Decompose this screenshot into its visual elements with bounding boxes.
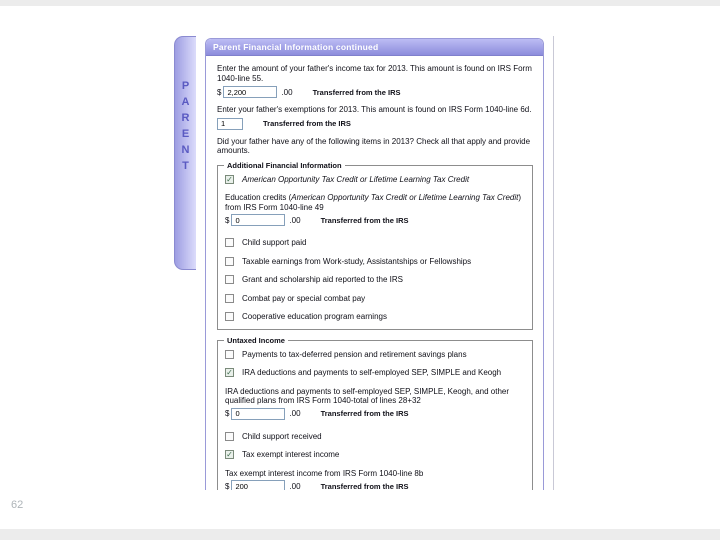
income-tax-row — [217, 86, 535, 98]
checkbox-row — [225, 312, 525, 322]
checkbox-row — [225, 238, 525, 248]
additional-financial-legend: Additional Financial Information — [224, 161, 345, 170]
exemptions-input[interactable] — [217, 118, 243, 130]
checkbox-row — [225, 350, 525, 360]
transferred-from-irs-label: Transferred from the IRS — [263, 119, 351, 128]
dollar-sign: $ — [225, 409, 230, 418]
exemptions-row — [217, 118, 535, 130]
ira-deductions-input[interactable] — [231, 408, 285, 420]
parent-tab-letter: A — [181, 96, 190, 108]
checkbox-ira-deductions[interactable]: ✓ — [226, 368, 233, 377]
parent-tab-letters — [175, 37, 196, 172]
dollar-sign: $ — [217, 87, 222, 97]
checkbox-row — [225, 450, 525, 460]
income-tax-prompt: Enter the amount of your father's income tax for 2013. This amount is found on IRS Form 1040-line 55. — [217, 64, 532, 83]
detail-text: Education credits ( — [225, 193, 292, 202]
education-credits-input[interactable] — [231, 214, 285, 226]
transferred-from-irs-label: Transferred from the IRS — [320, 215, 409, 225]
checkbox-ira-label[interactable]: IRA deductions and payments to self-employed SEP, SIMPLE and Keogh — [242, 368, 502, 377]
checkbox-label[interactable]: Child support received — [242, 431, 322, 441]
parent-tab-letter: P — [181, 80, 190, 92]
checkbox-child-support-paid[interactable] — [225, 238, 234, 247]
cents-label: .00 — [289, 481, 301, 490]
checkbox-row — [225, 257, 525, 267]
checkbox-row — [225, 294, 525, 304]
transferred-from-irs-label: Transferred from the IRS — [320, 481, 409, 490]
parent-tab-letter: T — [182, 160, 189, 172]
education-credits-row — [225, 214, 525, 226]
checkbox-combat-pay[interactable] — [225, 294, 234, 303]
tax-exempt-detail: Tax exempt interest income from IRS Form 1040-line 8b — [225, 468, 424, 478]
checkbox-label[interactable]: Taxable earnings from Work-study, Assistantships or Fellowships — [242, 256, 472, 266]
income-tax-input[interactable] — [223, 86, 277, 98]
exemptions-prompt: Enter your father's exemptions for 2013. This amount is found on IRS Form 1040-line 6d. — [217, 105, 532, 114]
education-credits-detail — [225, 193, 525, 212]
page-bottom-edge — [0, 529, 720, 540]
checkbox-aotc[interactable]: ✓ — [226, 174, 233, 184]
checkbox-row — [225, 175, 525, 185]
page-top-edge — [0, 0, 720, 6]
panel-body — [206, 56, 543, 490]
cents-label: .00 — [289, 215, 301, 225]
checkbox-label[interactable]: Child support paid — [242, 238, 307, 247]
transferred-from-irs-label: Transferred from the IRS — [320, 409, 409, 418]
checkbox-row — [225, 275, 525, 285]
checkbox-child-support-received[interactable] — [225, 432, 234, 441]
tax-exempt-row — [225, 480, 525, 490]
ira-deductions-detail: IRA deductions and payments to self-employed SEP, SIMPLE, Keogh, and other qualified plans from IRS Form 1040-total of lines 28+32 — [225, 386, 510, 405]
dollar-sign: $ — [225, 215, 230, 225]
transferred-from-irs-label: Transferred from the IRS — [312, 87, 401, 97]
panel-right-divider — [553, 36, 554, 490]
checkbox-row — [225, 432, 525, 442]
items-prompt: Did your father have any of the following items in 2013? Check all that apply and provide amounts. — [217, 136, 531, 155]
untaxed-income-group — [217, 335, 533, 491]
panel-title: Parent Financial Information continued — [206, 39, 543, 56]
checkbox-taxable-earnings[interactable] — [225, 257, 234, 266]
parent-financial-panel — [205, 38, 544, 490]
detail-text-italic: American Opportunity Tax Credit or Lifetime Learning Tax Credit — [291, 193, 519, 202]
tax-exempt-input[interactable] — [231, 480, 285, 490]
cents-label: .00 — [281, 87, 293, 97]
parent-tab-letter: N — [181, 144, 190, 156]
detail-text: ) from IRS Form 1040-line 49 — [225, 193, 522, 212]
ira-deductions-row — [225, 408, 525, 420]
additional-financial-group — [217, 160, 533, 330]
slide-number: 62 — [11, 499, 24, 511]
checkbox-label[interactable]: Payments to tax-deferred pension and retirement savings plans — [242, 349, 467, 359]
dollar-sign: $ — [225, 481, 230, 490]
checkbox-aotc-label[interactable]: American Opportunity Tax Credit or Lifetime Learning Tax Credit — [242, 174, 470, 184]
parent-section-tab[interactable] — [174, 36, 196, 270]
checkbox-label[interactable]: Combat pay or special combat pay — [242, 293, 366, 303]
checkbox-grant-scholarship-aid[interactable] — [225, 275, 234, 284]
checkbox-label[interactable]: Cooperative education program earnings — [242, 312, 387, 321]
checkbox-label[interactable]: Grant and scholarship aid reported to the IRS — [242, 275, 403, 284]
parent-tab-letter: R — [181, 112, 190, 124]
checkbox-pension-payments[interactable] — [225, 350, 234, 359]
parent-tab-letter: E — [181, 128, 190, 140]
checkbox-row — [225, 368, 525, 378]
untaxed-income-legend: Untaxed Income — [224, 336, 288, 345]
checkbox-coop-education[interactable] — [225, 312, 234, 321]
checkbox-label[interactable]: Tax exempt interest income — [242, 450, 340, 459]
cents-label: .00 — [289, 409, 301, 418]
checkbox-tax-exempt-interest[interactable]: ✓ — [226, 450, 233, 459]
